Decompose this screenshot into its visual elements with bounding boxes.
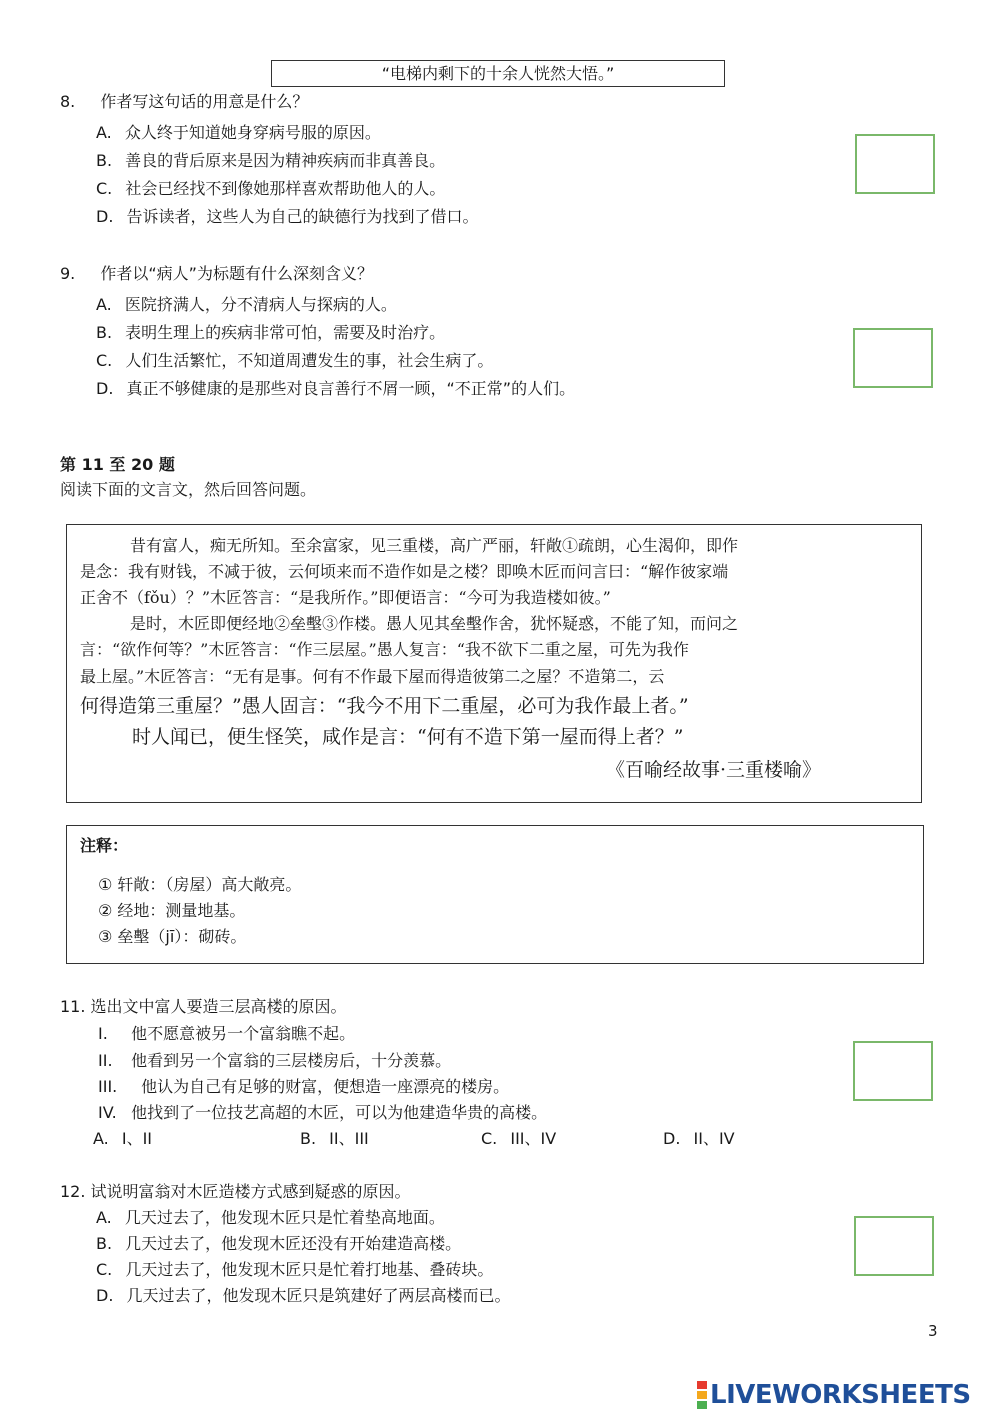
statement-i: I. 他不愿意被另一个富翁瞧不起。 — [98, 1024, 356, 1043]
answer-box-9[interactable] — [853, 328, 933, 388]
statement-iii: III. 他认为自己有足够的财富，便想造一座漂亮的楼房。 — [98, 1077, 510, 1096]
passage-line-3: 正舍不（fǒu）？”木匠答言：“是我所作。”即便语言：“今可为我造楼如彼。” — [80, 588, 611, 607]
passage-line-2: 是念：我有财钱，不减于彼，云何顷来而不造作如是之楼？即唤木匠而问言曰：“解作彼家端 — [80, 562, 729, 581]
option-9b: B. 表明生理上的疾病非常可怕，需要及时治疗。 — [96, 323, 446, 342]
option-9a: A. 医院挤满人，分不清病人与探病的人。 — [96, 295, 397, 314]
liveworksheets-logo — [697, 1381, 971, 1409]
statement-iv: IV. 他找到了一位技艺高超的木匠，可以为他建造华贵的高楼。 — [98, 1103, 548, 1122]
quote-box — [271, 60, 725, 87]
choice-11b: B. II、III — [300, 1129, 369, 1148]
question-number: 8. — [60, 92, 76, 111]
logo-mark-icon — [697, 1380, 707, 1410]
passage-line-7: 何得造第三重屋？”愚人固言：“我今不用下二重屋，必可为我作最上者。” — [80, 695, 689, 717]
question-number: 9. — [60, 264, 76, 283]
option-8a: A. 众人终于知道她身穿病号服的原因。 — [96, 123, 381, 142]
quote-text: “电梯内剩下的十余人恍然大悟。” — [381, 64, 615, 83]
passage-source: 《百喻经故事·三重楼喻》 — [606, 759, 822, 781]
logo-mark-green — [697, 1401, 707, 1409]
question-stem: 作者以“病人”为标题有什么深刻含义？ — [100, 264, 373, 283]
page-number: 3 — [928, 1322, 938, 1340]
option-8c: C. 社会已经找不到像她那样喜欢帮助他人的人。 — [96, 179, 446, 198]
passage-line-1: 昔有富人，痴无所知。至余富家，见三重楼，高广严丽，轩敞①疏朗，心生渴仰，即作 — [130, 536, 739, 555]
note-item-2: ② 经地：测量地基。 — [98, 901, 246, 920]
statement-ii: II. 他看到另一个富翁的三层楼房后，十分羡慕。 — [98, 1051, 452, 1070]
option-8b: B. 善良的背后原来是因为精神疾病而非真善良。 — [96, 151, 446, 170]
question-stem: 试说明富翁对木匠造楼方式感到疑惑的原因。 — [90, 1182, 411, 1201]
option-8d: D. 告诉读者，这些人为自己的缺德行为找到了借口。 — [96, 207, 479, 226]
option-12a: A. 几天过去了，他发现木匠只是忙着垫高地面。 — [96, 1208, 445, 1227]
question-11 — [60, 996, 347, 1018]
question-number: 12. — [60, 1182, 86, 1201]
choice-11c: C. III、IV — [481, 1129, 557, 1148]
passage-line-6: 最上屋。”木匠答言：“无有是事。何有不作最下屋而得造彼第二之屋？不造第二，云 — [80, 667, 665, 686]
choice-11d: D. II、IV — [663, 1129, 735, 1148]
section-instruction: 阅读下面的文言文，然后回答问题。 — [60, 480, 317, 499]
option-9d: D. 真正不够健康的是那些对良言善行不屑一顾，“不正常”的人们。 — [96, 379, 576, 398]
option-12b: B. 几天过去了，他发现木匠还没有开始建造高楼。 — [96, 1234, 462, 1253]
question-12 — [60, 1181, 411, 1203]
question-number: 11. — [60, 997, 86, 1016]
note-item-3: ③ 垒墼（jī）：砌砖。 — [98, 927, 247, 946]
question-9 — [60, 263, 373, 285]
passage-line-4: 是时，木匠即便经地②垒墼③作楼。愚人见其垒墼作舍，犹怀疑惑，不能了知，而问之 — [130, 614, 739, 633]
option-12c: C. 几天过去了，他发现木匠只是忙着打地基、叠砖块。 — [96, 1260, 494, 1279]
logo-mark-yellow — [697, 1391, 707, 1399]
option-12d: D. 几天过去了，他发现木匠只是筑建好了两层高楼而已。 — [96, 1286, 511, 1305]
passage-line-8: 时人闻已，便生怪笑，咸作是言：“何有不造下第一屋而得上者？” — [132, 726, 684, 748]
answer-box-8[interactable] — [855, 134, 935, 194]
choice-11a: A. I、II — [93, 1129, 153, 1148]
option-9c: C. 人们生活繁忙，不知道周遭发生的事，社会生病了。 — [96, 351, 494, 370]
passage-line-5: 言：“欲作何等？”木匠答言：“作三层屋。”愚人复言：“我不欲下二重之屋，可先为我作 — [80, 640, 689, 659]
question-stem: 作者写这句话的用意是什么？ — [100, 92, 309, 111]
notes-title: 注释： — [80, 836, 129, 855]
answer-box-11[interactable] — [853, 1041, 933, 1101]
question-stem: 选出文中富人要造三层高楼的原因。 — [90, 997, 347, 1016]
logo-mark-red — [697, 1381, 707, 1389]
section-title: 第 11 至 20 题 — [60, 455, 175, 474]
logo-text: LIVEWORKSHEETS — [710, 1380, 971, 1410]
answer-box-12[interactable] — [854, 1216, 934, 1276]
question-8 — [60, 91, 308, 113]
note-item-1: ① 轩敞：（房屋）高大敞亮。 — [98, 875, 302, 894]
